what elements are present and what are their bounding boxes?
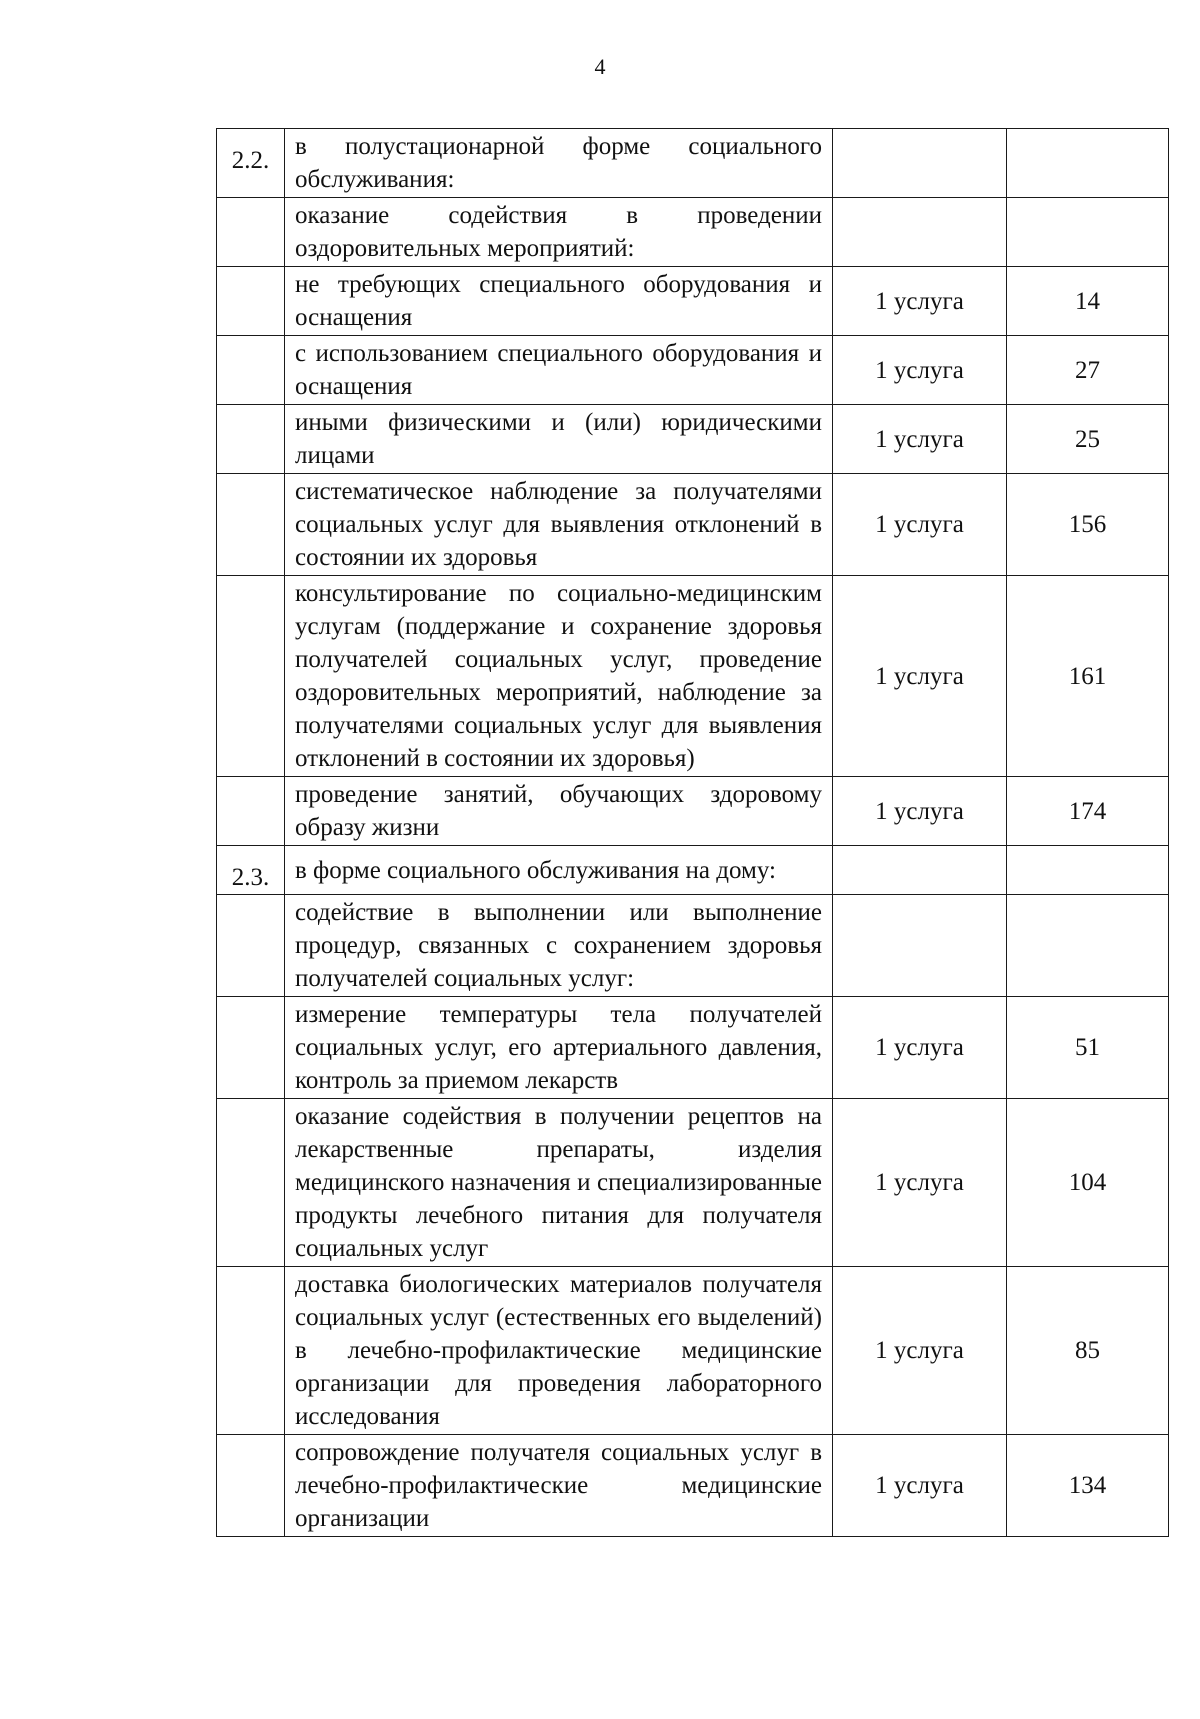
row-number	[217, 576, 285, 777]
service-value: 25	[1007, 405, 1169, 474]
service-unit	[833, 198, 1007, 267]
service-unit: 1 услуга	[833, 1099, 1007, 1267]
table-row	[217, 198, 1169, 267]
row-number	[217, 1267, 285, 1435]
services-table	[216, 128, 1169, 1537]
service-unit: 1 услуга	[833, 1267, 1007, 1435]
service-value: 14	[1007, 267, 1169, 336]
service-description: сопровождение получателя социальных услуг в лечебно-профилактические медицинские организации	[285, 1435, 833, 1537]
table-row	[217, 405, 1169, 474]
service-unit	[833, 895, 1007, 997]
row-number: 2.3.	[217, 846, 285, 895]
service-unit: 1 услуга	[833, 405, 1007, 474]
table-row	[217, 267, 1169, 336]
row-number	[217, 336, 285, 405]
service-description: в форме социального обслуживания на дому:	[285, 846, 833, 895]
service-description: оказание содействия в проведении оздоровительных мероприятий:	[285, 198, 833, 267]
table-row	[217, 129, 1169, 198]
row-number	[217, 997, 285, 1099]
service-description: оказание содействия в получении рецептов на лекарственные препараты, изделия медицинского назначения и специализированные продукты лечебного питания для получателя социальных услуг	[285, 1099, 833, 1267]
service-value: 104	[1007, 1099, 1169, 1267]
table-row	[217, 846, 1169, 895]
service-description: не требующих специального оборудования и оснащения	[285, 267, 833, 336]
service-unit: 1 услуга	[833, 1435, 1007, 1537]
service-value: 134	[1007, 1435, 1169, 1537]
row-number	[217, 198, 285, 267]
row-number	[217, 474, 285, 576]
table-row	[217, 1099, 1169, 1267]
service-description: систематическое наблюдение за получателями социальных услуг для выявления отклонений в состоянии их здоровья	[285, 474, 833, 576]
service-unit: 1 услуга	[833, 267, 1007, 336]
row-number	[217, 777, 285, 846]
table-row	[217, 895, 1169, 997]
service-value: 161	[1007, 576, 1169, 777]
row-number	[217, 267, 285, 336]
row-number: 2.2.	[217, 129, 285, 198]
service-unit	[833, 846, 1007, 895]
service-unit: 1 услуга	[833, 336, 1007, 405]
service-value: 27	[1007, 336, 1169, 405]
service-unit: 1 услуга	[833, 997, 1007, 1099]
row-number	[217, 895, 285, 997]
table-row	[217, 1267, 1169, 1435]
service-description: доставка биологических материалов получателя социальных услуг (естественных его выделений) в лечебно-профилактические медицинские организации для проведения лабораторного исследования	[285, 1267, 833, 1435]
service-value	[1007, 846, 1169, 895]
page-number: 4	[594, 54, 606, 79]
service-unit: 1 услуга	[833, 576, 1007, 777]
service-unit: 1 услуга	[833, 777, 1007, 846]
table-row	[217, 576, 1169, 777]
service-value	[1007, 129, 1169, 198]
service-value: 156	[1007, 474, 1169, 576]
row-number	[217, 1099, 285, 1267]
service-description: измерение температуры тела получателей социальных услуг, его артериального давления, контроль за приемом лекарств	[285, 997, 833, 1099]
row-number	[217, 405, 285, 474]
table-row	[217, 1435, 1169, 1537]
service-value	[1007, 895, 1169, 997]
service-value	[1007, 198, 1169, 267]
service-value: 51	[1007, 997, 1169, 1099]
service-value: 85	[1007, 1267, 1169, 1435]
table-row	[217, 997, 1169, 1099]
table-row	[217, 474, 1169, 576]
table-row	[217, 777, 1169, 846]
table-row	[217, 336, 1169, 405]
service-unit	[833, 129, 1007, 198]
service-unit: 1 услуга	[833, 474, 1007, 576]
service-description: содействие в выполнении или выполнение процедур, связанных с сохранением здоровья получателей социальных услуг:	[285, 895, 833, 997]
service-description: с использованием специального оборудования и оснащения	[285, 336, 833, 405]
service-description: в полустационарной форме социального обслуживания:	[285, 129, 833, 198]
row-number	[217, 1435, 285, 1537]
service-value: 174	[1007, 777, 1169, 846]
service-description: проведение занятий, обучающих здоровому образу жизни	[285, 777, 833, 846]
service-description: консультирование по социально-медицинским услугам (поддержание и сохранение здоровья получателей социальных услуг, проведение оздоровительных мероприятий, наблюдение за получателями социальных услуг для выявления отклонений в состоянии их здоровья)	[285, 576, 833, 777]
service-description: иными физическими и (или) юридическими лицами	[285, 405, 833, 474]
